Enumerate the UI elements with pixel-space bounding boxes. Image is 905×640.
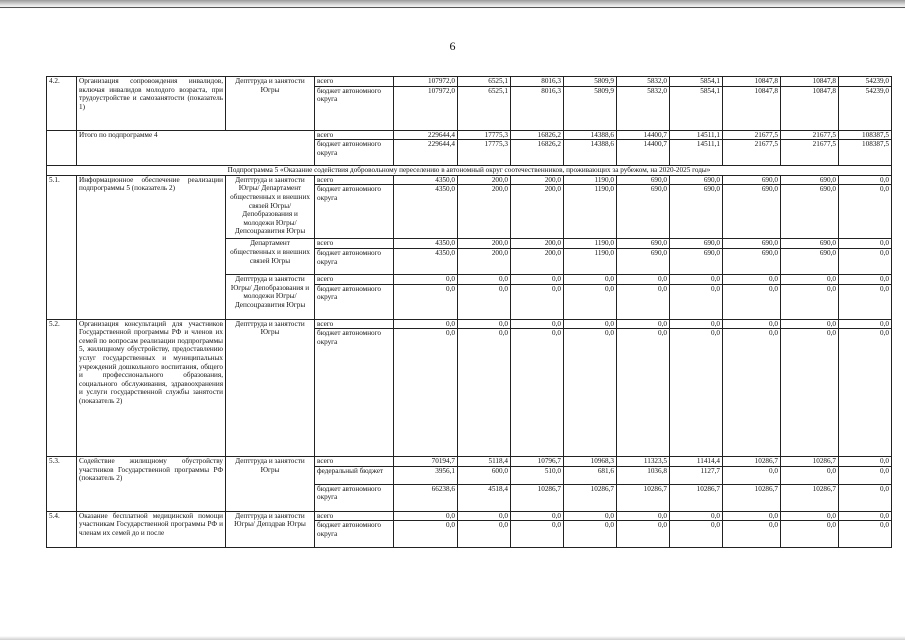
value-cell: 0,0 [723,274,781,284]
value-cell: 21677,5 [781,130,839,140]
value-cell: 0,0 [394,274,458,284]
value-cell: 10286,7 [617,484,670,511]
value-cell: 200,0 [511,248,564,274]
value-cell: 0,0 [839,239,892,249]
value-cell: 10286,7 [723,457,781,467]
value-cell: 0,0 [723,319,781,329]
value-cell: 10286,7 [781,484,839,511]
value-cell: 0,0 [670,274,723,284]
value-cell: 0,0 [511,274,564,284]
value-cell: 600,0 [458,466,511,484]
value-cell: 690,0 [617,239,670,249]
value-cell: 54239,0 [839,86,892,130]
table-row [47,511,892,521]
value-cell: 0,0 [839,511,892,521]
value-cell: 0,0 [839,175,892,185]
funding-source: всего [315,130,394,140]
value-cell: 5832,0 [617,77,670,87]
value-cell: 690,0 [670,185,723,239]
funding-source: бюджет автономного округа [315,284,394,319]
value-cell: 10847,8 [781,86,839,130]
executor: Депттруда и занятости Югры/ Департамент общественных и внешних связей Югры/Депобразования и молодежи Югры/ Депсоцразвития Югры [226,175,315,239]
funding-source: бюджет автономного округа [315,484,394,511]
value-cell: 10286,7 [564,484,617,511]
value-cell: 5809,9 [564,86,617,130]
row-number: 5.4. [47,511,77,548]
value-cell: 0,0 [564,329,617,457]
table-row [47,457,892,467]
value-cell: 0,0 [564,319,617,329]
value-cell: 10796,7 [511,457,564,467]
value-cell: 690,0 [723,175,781,185]
funding-source: всего [315,77,394,87]
row-number: 5.1. [47,175,77,319]
value-cell: 0,0 [670,329,723,457]
value-cell: 5809,9 [564,77,617,87]
value-cell: 200,0 [458,239,511,249]
value-cell: 0,0 [839,284,892,319]
value-cell: 0,0 [511,329,564,457]
executor: Депттруда и занятости Югры/ Депздрав Югры [226,511,315,548]
value-cell: 0,0 [458,284,511,319]
value-cell: 14388,6 [564,130,617,140]
value-cell: 1190,0 [564,185,617,239]
value-cell: 5854,1 [670,86,723,130]
executor: Депттруда и занятости Югры [226,457,315,512]
value-cell: 14400,7 [617,130,670,140]
funding-source: бюджет автономного округа [315,185,394,239]
funding-source: всего [315,175,394,185]
value-cell: 0,0 [781,284,839,319]
measure-name: Оказание бесплатной медицинской помощи участникам Государственной программы РФ и членам их семей до и после [77,511,226,548]
value-cell: 0,0 [394,521,458,548]
table-row [47,77,892,87]
value-cell: 0,0 [617,319,670,329]
value-cell: 510,0 [511,466,564,484]
value-cell: 690,0 [723,239,781,249]
value-cell: 4350,0 [394,185,458,239]
value-cell: 17775,3 [458,130,511,140]
value-cell: 200,0 [511,185,564,239]
value-cell: 0,0 [511,511,564,521]
scan-edge-line [0,7,905,8]
value-cell: 0,0 [617,274,670,284]
value-cell: 690,0 [670,175,723,185]
measure-name: Информационное обеспечение реализации подпрограммы 5 (показатель 2) [77,175,226,319]
value-cell: 0,0 [511,521,564,548]
value-cell: 8016,3 [511,86,564,130]
subprogram-title: Подпрограмма 5 «Оказание содействия добровольному переселению в автономный округ соотечественников, проживающих за рубежом, на 2020-2025 годы» [47,166,892,176]
executor: Депттруда и занятости Югры [226,319,315,457]
value-cell: 14388,6 [564,140,617,166]
value-cell: 690,0 [781,175,839,185]
funding-source: всего [315,274,394,284]
value-cell: 10286,7 [781,457,839,467]
value-cell: 14400,7 [617,140,670,166]
value-cell: 0,0 [394,284,458,319]
value-cell: 6525,1 [458,77,511,87]
value-cell: 1036,8 [617,466,670,484]
value-cell: 4350,0 [394,175,458,185]
value-cell: 107972,0 [394,86,458,130]
subtotal-label: Итого по подпрограмме 4 [77,130,315,166]
table-row [47,319,892,329]
value-cell: 5118,4 [458,457,511,467]
value-cell: 66238,6 [394,484,458,511]
value-cell: 0,0 [670,511,723,521]
value-cell: 0,0 [839,185,892,239]
value-cell: 0,0 [781,466,839,484]
row-number: 5.3. [47,457,77,512]
scan-bottom-shadow [0,636,905,640]
funding-source: всего [315,457,394,467]
value-cell: 70194,7 [394,457,458,467]
value-cell: 0,0 [723,329,781,457]
value-cell: 4518,4 [458,484,511,511]
value-cell: 1190,0 [564,175,617,185]
value-cell: 0,0 [781,319,839,329]
value-cell: 690,0 [617,248,670,274]
value-cell: 0,0 [670,521,723,548]
value-cell: 17775,3 [458,140,511,166]
value-cell: 10968,3 [564,457,617,467]
row-number: 4.2. [47,77,77,131]
value-cell: 10286,7 [723,484,781,511]
value-cell: 10847,8 [723,86,781,130]
value-cell: 107972,0 [394,77,458,87]
value-cell: 0,0 [511,319,564,329]
funding-source: бюджет автономного округа [315,140,394,166]
value-cell: 690,0 [617,175,670,185]
value-cell: 21677,5 [781,140,839,166]
page-number: 6 [449,39,456,53]
value-cell: 0,0 [617,511,670,521]
funding-source: всего [315,511,394,521]
funding-source: бюджет автономного округа [315,86,394,130]
value-cell: 0,0 [781,521,839,548]
value-cell: 1190,0 [564,239,617,249]
value-cell: 0,0 [564,284,617,319]
value-cell: 0,0 [839,457,892,467]
value-cell: 5832,0 [617,86,670,130]
value-cell: 0,0 [723,466,781,484]
value-cell: 8016,3 [511,77,564,87]
value-cell: 200,0 [458,248,511,274]
measure-name: Организация сопровождения инвалидов, включая инвалидов молодого возраста, при трудоустройстве и самозанятости (показатель 1) [77,77,226,131]
value-cell: 690,0 [723,185,781,239]
value-cell: 0,0 [723,284,781,319]
value-cell: 690,0 [781,185,839,239]
value-cell: 0,0 [511,284,564,319]
value-cell: 4350,0 [394,248,458,274]
value-cell: 200,0 [511,239,564,249]
value-cell: 0,0 [458,329,511,457]
value-cell: 690,0 [781,248,839,274]
value-cell: 0,0 [781,274,839,284]
value-cell: 690,0 [781,239,839,249]
value-cell: 10847,8 [723,77,781,87]
value-cell: 16826,2 [511,130,564,140]
value-cell: 0,0 [839,521,892,548]
value-cell: 0,0 [564,274,617,284]
value-cell: 108387,5 [839,130,892,140]
value-cell: 14511,1 [670,130,723,140]
funding-source: всего [315,319,394,329]
value-cell: 0,0 [839,274,892,284]
value-cell: 0,0 [839,248,892,274]
value-cell: 690,0 [617,185,670,239]
row-number: 5.2. [47,319,77,457]
value-cell: 5854,1 [670,77,723,87]
value-cell: 690,0 [670,239,723,249]
value-cell: 0,0 [839,466,892,484]
value-cell: 690,0 [723,248,781,274]
value-cell: 11414,4 [670,457,723,467]
value-cell: 681,6 [564,466,617,484]
executor: Департамент общественных и внешних связей Югры [226,239,315,275]
value-cell: 0,0 [458,521,511,548]
value-cell: 14511,1 [670,140,723,166]
value-cell: 0,0 [839,329,892,457]
executor: Депттруда и занятости Югры [226,77,315,131]
value-cell: 0,0 [723,521,781,548]
row-number [47,130,77,166]
funding-source: бюджет автономного округа [315,329,394,457]
measure-name: Содействие жилищному обустройству участников Государственной программы РФ (показатель 2) [77,457,226,512]
value-cell: 21677,5 [723,140,781,166]
value-cell: 10286,7 [511,484,564,511]
value-cell: 0,0 [781,329,839,457]
value-cell: 200,0 [458,175,511,185]
value-cell: 0,0 [564,511,617,521]
funding-source: бюджет автономного округа [315,521,394,548]
funding-source: бюджет автономного округа [315,248,394,274]
value-cell: 0,0 [564,521,617,548]
executor: Депттруда и занятости Югры/ Депобразования и молодежи Югры/ Депсоцразвития Югры [226,274,315,319]
value-cell: 3956,1 [394,466,458,484]
value-cell: 108387,5 [839,140,892,166]
budget-table [46,76,892,548]
value-cell: 690,0 [670,248,723,274]
value-cell: 10847,8 [781,77,839,87]
value-cell: 0,0 [458,511,511,521]
value-cell: 0,0 [839,484,892,511]
value-cell: 21677,5 [723,130,781,140]
value-cell: 200,0 [511,175,564,185]
value-cell: 54239,0 [839,77,892,87]
value-cell: 0,0 [617,284,670,319]
value-cell: 0,0 [723,511,781,521]
value-cell: 10286,7 [670,484,723,511]
value-cell: 0,0 [670,284,723,319]
value-cell: 200,0 [458,185,511,239]
table-row [47,130,892,140]
measure-name: Организация консультаций для участников Государственной программы РФ и членов их семей по вопросам реализации подпрограммы 5, жилищному обустройству, предоставлению услуг государственных и муниципальных учреждений дошкольного воспитания, общего и профессионального образования, социального обслуживания, здравоохранения и услуги государственной службы занятости (показатель 2) [77,319,226,457]
value-cell: 0,0 [617,329,670,457]
value-cell: 16826,2 [511,140,564,166]
value-cell: 229644,4 [394,130,458,140]
value-cell: 0,0 [458,319,511,329]
funding-source: всего [315,239,394,249]
value-cell: 0,0 [394,329,458,457]
value-cell: 11323,5 [617,457,670,467]
subprogram-title-row [47,166,892,176]
value-cell: 0,0 [670,319,723,329]
value-cell: 229644,4 [394,140,458,166]
value-cell: 6525,1 [458,86,511,130]
value-cell: 0,0 [839,319,892,329]
value-cell: 0,0 [394,511,458,521]
table-row [47,175,892,185]
value-cell: 0,0 [781,511,839,521]
funding-source: федеральный бюджет [315,466,394,484]
value-cell: 0,0 [617,521,670,548]
value-cell: 1190,0 [564,248,617,274]
value-cell: 0,0 [394,319,458,329]
value-cell: 1127,7 [670,466,723,484]
value-cell: 0,0 [458,274,511,284]
value-cell: 4350,0 [394,239,458,249]
